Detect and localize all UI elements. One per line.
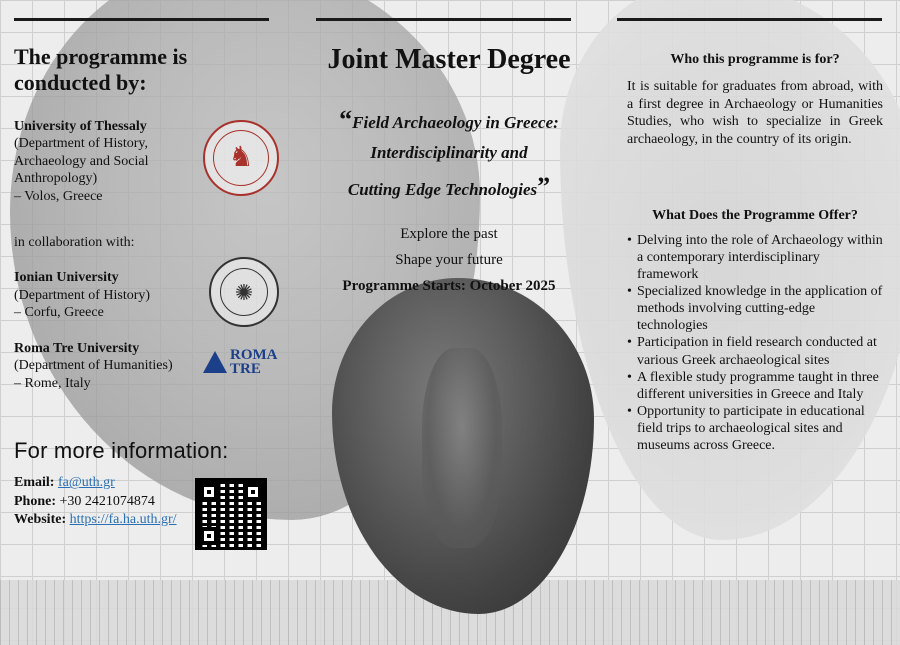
top-rule-right <box>617 18 882 21</box>
who-paragraph: It is suitable for graduates from abroad, with a first degree in Archaeology or Humanities Studies, who wish to specialize in Greek archaeology, in the country of its origin. <box>627 79 883 147</box>
offer-heading: What Does the Programme Offer? <box>652 208 858 223</box>
more-info-heading: For more information: <box>14 438 229 464</box>
page-title: Joint Master Degree <box>327 44 571 75</box>
institution-name: University of Thessaly <box>14 118 147 134</box>
programme-start: Programme Starts: October 2025 <box>342 278 556 295</box>
institution-line: Anthropology) <box>14 171 98 187</box>
institution-line: – Rome, Italy <box>14 375 91 391</box>
subtitle-line: Field Archaeology in Greece: <box>352 113 559 132</box>
list-item: • Opportunity to participate in educational field trips to archaeological sites and museums across Greece. <box>627 403 883 454</box>
subtitle-line: Interdisciplinarity and <box>370 143 528 163</box>
programme-subtitle <box>316 100 582 207</box>
conducted-by-heading: The programme is conducted by: <box>14 44 188 95</box>
thessaly-seal-icon: ♞ <box>203 120 279 196</box>
website-label: Website: <box>14 511 67 527</box>
ionian-seal-icon: ✺ <box>209 257 279 327</box>
institution-line: – Corfu, Greece <box>14 305 104 321</box>
open-quote: “ <box>339 105 353 134</box>
who-heading: Who this programme is for? <box>670 52 840 67</box>
email-label: Email: <box>14 475 55 491</box>
list-item: • Participation in field research conducted at various Greek archaeological sites <box>627 334 883 368</box>
tagline-explore: Explore the past <box>400 225 498 242</box>
center-column <box>316 44 582 300</box>
institution-thessaly <box>14 118 279 206</box>
institution-line: (Department of Humanities) <box>14 358 173 374</box>
website-link[interactable]: https://fa.ha.uth.gr/ <box>69 511 177 527</box>
institution-ionian <box>14 269 279 322</box>
left-column <box>14 44 279 529</box>
phone-label: Phone: <box>14 493 56 509</box>
close-quote: ” <box>537 171 551 201</box>
phone-value: +30 2421074874 <box>59 493 155 509</box>
list-item: • Delving into the role of Archaeology within a contemporary interdisciplinary framework <box>627 232 883 283</box>
tagline <box>316 221 582 300</box>
institution-line: – Volos, Greece <box>14 188 103 204</box>
email-link[interactable]: fa@uth.gr <box>57 475 115 491</box>
top-rule-center <box>316 18 571 21</box>
roma-tre-logo-icon: ROMA TRE <box>203 342 279 382</box>
qr-code-icon[interactable] <box>195 478 267 550</box>
institution-line: (Department of History) <box>14 287 151 303</box>
top-rule-left <box>14 18 269 21</box>
institution-name: Roma Tre University <box>14 340 140 356</box>
institution-name: Ionian University <box>14 270 119 286</box>
right-column <box>627 52 883 454</box>
institution-roma-tre <box>14 340 279 393</box>
subtitle-line: Cutting Edge Technologies <box>347 179 538 199</box>
list-item: • A flexible study programme taught in three different universities in Greece and Italy <box>627 369 883 403</box>
list-item: • Specialized knowledge in the application of methods involving cutting-edge technologies <box>627 283 883 334</box>
offer-list <box>627 232 883 454</box>
institution-line: (Department of History, <box>14 136 148 152</box>
tagline-shape: Shape your future <box>395 252 503 269</box>
institution-line: Archaeology and Social <box>14 153 149 169</box>
collaboration-label: in collaboration with: <box>14 235 135 251</box>
